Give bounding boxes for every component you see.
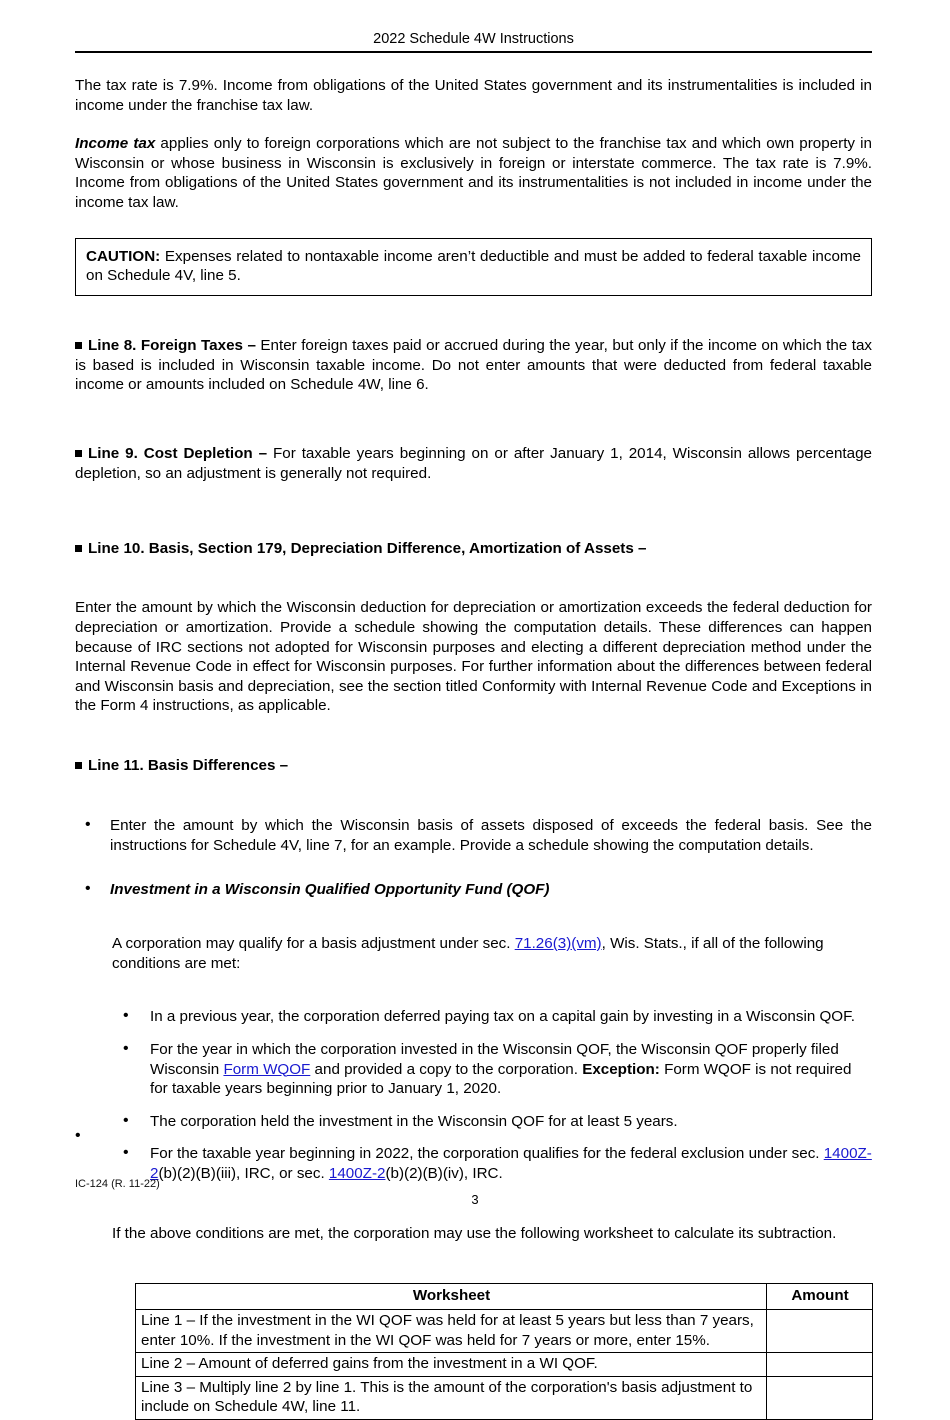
list-item [150,1144,872,1183]
column-header-amount: Amount [767,1284,873,1310]
worksheet-table-body [136,1310,873,1420]
section-line-8-body: Enter foreign taxes paid or accrued during the year, but only if the income on which the tax is based is included in Wisconsin taxable income. Do not enter amounts that were deducted from federal taxable income or amounts included on Schedule 4W, line 6. [75,336,872,394]
qof-condition-4-before: For the taxable year beginning in 2022, the corporation qualifies for the federal exclusion under sec. [150,1145,824,1163]
qof-condition-2-after: Form WQOF is not required for taxable years beginning prior to January 1, 2020. [150,1060,852,1098]
worksheet-line-2-description: Line 2 – Amount of deferred gains from the investment in a WI QOF. [136,1353,767,1377]
square-bullet-icon [75,762,82,769]
line-11-bullet-list [75,816,872,855]
spacer [75,213,872,238]
table-row [136,1353,873,1377]
worksheet-table-wrapper [135,1283,872,1420]
qof-condition-3: The corporation held the investment in the Wisconsin QOF for at least 5 years. [150,1112,678,1130]
link-irc-1400z-2-first[interactable]: 1400Z-2 [150,1145,872,1182]
section-line-11-heading: Line 11. Basis Differences – [88,757,289,775]
spacer [75,296,872,321]
worksheet-intro: If the above conditions are met, the corporation may use the following worksheet to calculate its subtraction. [112,1224,837,1242]
square-bullet-icon [75,450,82,457]
worksheet-line-1-amount[interactable] [767,1310,873,1353]
worksheet-line-3-description: Line 3 – Multiply line 2 by line 1. This is the amount of the corporation's basis adjustment to include on Schedule 4W, line 11. [136,1376,767,1419]
line-11-qof-list [75,880,872,900]
running-head: 2022 Schedule 4W Instructions [373,31,574,47]
list-item [110,816,872,855]
worksheet-line-1-description: Line 1 – If the investment in the WI QOF was held for at least 5 years but less than 7 years, enter 10%. If the investment in the WI QOF was held for 7 years or more, enter 15%. [136,1310,767,1353]
spacer [75,410,872,429]
paragraph-income-tax [75,134,872,212]
form-identifier: IC-124 (R. 11-22) [75,1178,160,1190]
column-header-worksheet: Worksheet [136,1284,767,1310]
paragraph-tax-rate [75,76,872,115]
income-tax-lead: Income tax [75,135,156,153]
qof-condition-1: In a previous year, the corporation deferred paying tax on a capital gain by investing in a Wisconsin QOF. [150,1008,855,1026]
section-line-10-body: Enter the amount by which the Wisconsin deduction for depreciation or amortization exceeds the federal deduction for depreciation or amortization. Provide a schedule showing the computation details. These differences can happen because of IRC sections not adopted for Wisconsin purposes and electing a different depreciation method under the Internal Revenue Code in effect for Wisconsin purposes. For further information about the differences between federal and Wisconsin basis and depreciation, see the section titled Conformity with Internal Revenue Code and Exceptions in the Form 4 instructions, as applicable. [75,599,872,715]
qof-condition-4-mid: (b)(2)(B)(iii), IRC, or sec. [158,1164,329,1182]
list-item [150,1112,872,1132]
qof-intro-before: A corporation may qualify for a basis adjustment under sec. [112,934,515,952]
caution-label: CAUTION: [86,247,161,265]
section-line-9-heading: Line 9. Cost Depletion – [88,445,268,463]
qof-condition-4-after: (b)(2)(B)(iv), IRC. [385,1164,503,1182]
spacer [75,573,872,598]
section-line-10-heading: Line 10. Basis, Section 179, Depreciation Difference, Amortization of Assets – [88,539,647,557]
worksheet-table-head [136,1284,873,1310]
section-line-11-heading-row [75,756,872,776]
caution-body: Expenses related to nontaxable income aren’t deductible and must be added to federal taxable income on Schedule 4V, line 5. [86,247,861,285]
square-bullet-icon [75,342,82,349]
qof-condition-2-mid: and provided a copy to the corporation. [310,1060,583,1078]
table-row [136,1376,873,1419]
table-header-row [136,1284,873,1310]
qof-condition-2-before: For the year in which the corporation invested in the Wisconsin QOF, the Wisconsin QOF properly filed Wisconsin [150,1040,839,1078]
square-bullet-icon [75,545,82,552]
spacer [75,498,872,523]
paragraph-tax-rate-text: The tax rate is 7.9%. Income from obligations of the United States government and its instrumentalities is included in income under the franchise tax law. [75,77,872,114]
header-divider [75,51,872,53]
worksheet-line-3-amount[interactable] [767,1376,873,1419]
spacer [75,115,872,134]
link-form-wqof[interactable]: Form WQOF [223,1060,311,1078]
caution-box [75,238,872,296]
table-row [136,1310,873,1353]
spacer [75,1258,872,1283]
list-item [150,1007,872,1027]
worksheet-table [135,1283,873,1420]
qof-conditions-list [75,1007,872,1183]
page-number: 3 [471,1192,479,1207]
caution-text [86,247,861,286]
spacer [75,791,872,816]
qof-subheading: Investment in a Wisconsin Qualified Opportunity Fund (QOF) [110,881,550,899]
income-tax-body: applies only to foreign corporations which are not subject to the franchise tax and which own property in Wisconsin or whose business in Wisconsin is exclusively in foreign or interstate commerce. The tax rate is 7.9%. Income from obligations of the United States government and its instrumentalities is not included in income under the income tax law. [75,135,872,211]
exception-label: Exception: [582,1060,660,1078]
section-line-9-body: For taxable years beginning on or after January 1, 2014, Wisconsin allows percentage depletion, so an adjustment is generally not required. [75,445,872,482]
link-irc-1400z-2-second[interactable]: 1400Z-2 [328,1164,386,1182]
list-item [110,880,872,900]
line-11-bullet-1: Enter the amount by which the Wisconsin basis of assets disposed of exceeds the federal basis. See the instructions for Schedule 4V, line 7, for an example. Provide a schedule showing the computation details. [110,816,872,854]
section-line-10-heading-row [75,539,872,559]
spacer [75,855,872,880]
link-statute-71-26-3-vm[interactable]: 71.26(3)(vm) [514,934,602,952]
list-item [150,1040,872,1099]
section-line-9 [75,444,872,483]
section-line-8-heading: Line 8. Foreign Taxes – [88,336,256,354]
worksheet-line-2-amount[interactable] [767,1353,873,1377]
trailing-empty-bullet: • [75,1127,81,1144]
qof-intro-paragraph [112,934,872,973]
spacer [75,988,872,1007]
spacer [75,716,872,741]
section-line-8 [75,336,872,395]
qof-intro-after: , Wis. Stats., if all of the following conditions are met: [112,934,824,972]
spacer [75,900,872,919]
document-body [75,76,872,1420]
